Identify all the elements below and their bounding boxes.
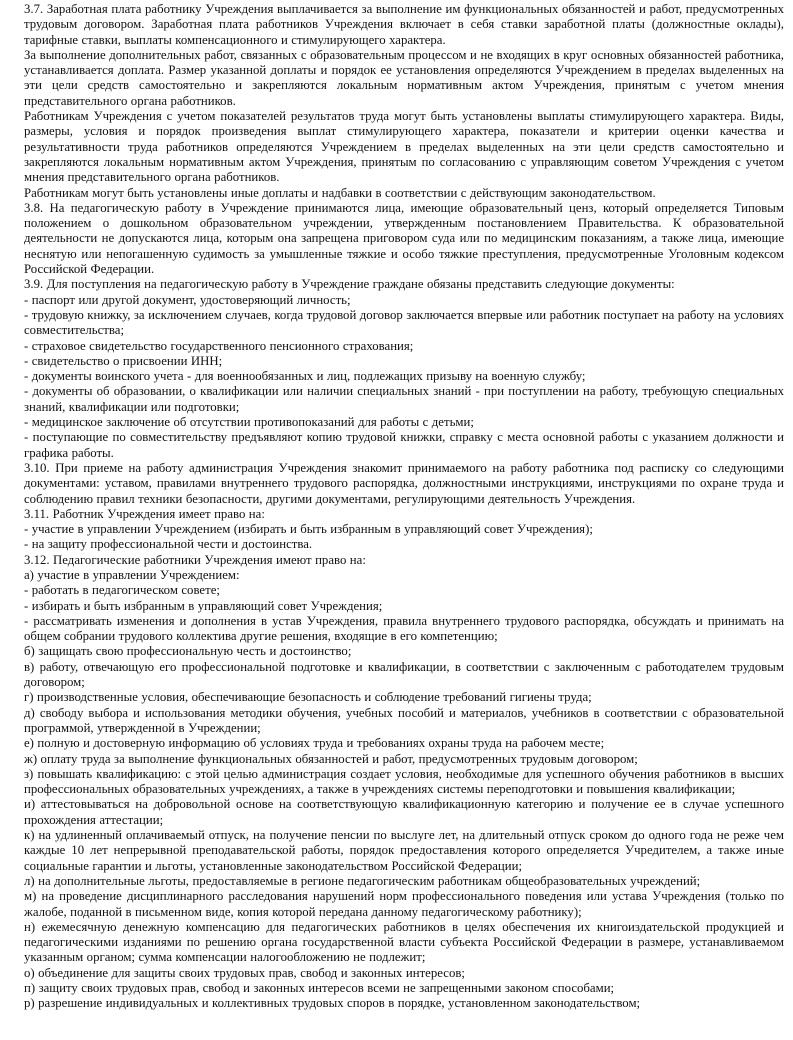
clause-n: н) ежемесячную денежную компенсацию для педагогических работников в целях обеспечения их книгоиздательской продукцией и педагогическими изданиями по решению органа государственной власти субъекта Российской Федерации в размере, устанавливаемом указанным органом; сумма компенсации налогообложению не подлежит;: [24, 919, 784, 965]
paragraph-3-7: 3.7. Заработная плата работнику Учреждения выплачивается за выполнение им функциональных обязанностей и работ, предусмотренных трудовым договором. Заработная плата работников Учреждения включает в себя ставки заработной платы (должностные оклады), тарифные ставки, выплаты компенсационного и стимулирующего характера.: [24, 2, 784, 47]
list-item: - медицинское заключение об отсутствии противопоказаний для работы с детьми;: [24, 415, 474, 430]
list-item: - страховое свидетельство государственного пенсионного страхования;: [24, 338, 414, 353]
list-item: - документы воинского учета - для военнообязанных и лиц, подлежащих призыву на военную службу;: [24, 369, 586, 384]
clause-l: л) на дополнительные льготы, предоставляемые в регионе педагогическим работникам общеобразовательных учреждений;: [24, 873, 701, 888]
paragraph-3-8: 3.8. На педагогическую работу в Учреждение принимаются лица, имеющие образовательный ценз, который определяется Типовым положением о дошкольном образовательном учреждении, утвержденным постановлением Правительства. К образовательной деятельности не допускаются лица, которым она запрещена приговором суда или по медицинским показаниям, а также лица, имеющие неснятую или непогашенную судимость за умышленные тяжкие и особо тяжкие преступления, предусмотренные Уголовным кодексом Российской Федерации.: [24, 200, 784, 277]
paragraph-3-11: 3.11. Работник Учреждения имеет право на:: [24, 506, 265, 521]
clause-i: и) аттестовываться на добровольной основе на соответствующую квалификационную категорию и получение ее в случае успешного прохождения аттестации;: [24, 797, 784, 827]
clause-m: м) на проведение дисциплинарного расследования нарушений норм профессионального поведения или устава Учреждения (только по жалобе, поданной в письменном виде, копия которой передана данному педагогическому работнику);: [24, 889, 784, 919]
list-item: - трудовую книжку, за исключением случаев, когда трудовой договор заключается впервые или работник поступает на работу на условиях совместительства;: [24, 307, 784, 338]
list-item: - свидетельство о присвоении ИНН;: [24, 353, 223, 368]
list-item: - паспорт или другой документ, удостоверяющий личность;: [24, 292, 351, 307]
paragraph-3-9: 3.9. Для поступления на педагогическую работу в Учреждение граждане обязаны представить следующие документы:: [24, 277, 675, 292]
paragraph: Работникам могут быть установлены иные доплаты и надбавки в соответствии с действующим законодательством.: [24, 185, 656, 200]
list-item: - документы об образовании, о квалификации или наличии специальных знаний - при поступлении на работу, требующую специальных знаний, квалификации или подготовки;: [24, 384, 784, 414]
clause-zh: ж) оплату труда за выполнение функциональных обязанностей и работ, предусмотренных трудовым договором;: [24, 751, 638, 766]
list-item: - избирать и быть избранным в управляющий совет Учреждения;: [24, 598, 383, 613]
list-item: - работать в педагогическом совете;: [24, 583, 220, 598]
clause-d: д) свободу выбора и использования методики обучения, учебных пособий и материалов, учебников в соответствии с образовательной программой, утвержденной в Учреждении;: [24, 705, 784, 735]
paragraph: За выполнение дополнительных работ, связанных с образовательным процессом и не входящих в круг основных обязанностей работника, устанавливается доплата. Размер указанной доплаты и порядок ее установления определяются Учреждением в пределах выделенных на эти цели средств самостоятельно и закрепляются локальным нормативным актом Учреждения, принятым с учетом мнения представительного органа работников.: [24, 47, 784, 108]
clause-o: о) объединение для защиты своих трудовых прав, свобод и законных интересов;: [24, 965, 465, 980]
clause-b: б) защищать свою профессиональную честь и достоинство;: [24, 644, 352, 659]
clause-k: к) на удлиненный оплачиваемый отпуск, на получение пенсии по выслуге лет, на длительный отпуск сроком до одного года не реже чем каждые 10 лет непрерывной преподавательской работы, порядок предоставления которого определяется Учредителем, а также иные социальные гарантии и льготы, установленные законодательством Российской Федерации;: [24, 828, 784, 873]
clause-p: п) защиту своих трудовых прав, свобод и законных интересов всеми не запрещенными законом способами;: [24, 981, 615, 995]
paragraph-3-12: 3.12. Педагогические работники Учреждения имеют право на:: [24, 552, 366, 567]
clause-r: р) разрешение индивидуальных и коллективных трудовых споров в порядке, установленном законодательством;: [24, 996, 641, 1011]
clause-a: а) участие в управлении Учреждением:: [24, 567, 240, 582]
list-item: - на защиту профессиональной чести и достоинства.: [24, 537, 313, 552]
clause-z: з) повышать квалификацию: с этой целью администрация создает условия, необходимые для успешного обучения работников в высших профессиональных образовательных учреждениях, а также в учреждениях системы переподготовки и повышения квалификации;: [24, 766, 784, 797]
list-item: - поступающие по совместительству предъявляют копию трудовой книжки, справку с места основной работы с указанием должности и графика работы.: [24, 430, 784, 460]
clause-e: е) полную и достоверную информацию об условиях труда и требованиях охраны труда на рабочем месте;: [24, 736, 605, 751]
list-item: - рассматривать изменения и дополнения в устав Учреждения, правила внутреннего трудового распорядка, обсуждать и принимать на общем собрании трудового коллектива другие решения, входящие в его компетенцию;: [24, 613, 784, 644]
clause-g: г) производственные условия, обеспечивающие безопасность и соблюдение требований гигиены труда;: [24, 690, 592, 705]
clause-v: в) работу, отвечающую его профессиональной подготовке и квалификации, в соответствии с заключенным с работодателем трудовым договором;: [24, 659, 784, 690]
paragraph-3-10: 3.10. При приеме на работу администрация Учреждения знакомит принимаемого на работу работника под расписку со следующими документами: уставом, правилами внутреннего трудового распорядка, должностными инструкциями, инструкциями по охране труда и соблюдению правил техники безопасности, другими документами, регулирующими деятельность Учреждения.: [24, 460, 784, 506]
paragraph: Работникам Учреждения с учетом показателей результатов труда могут быть установлены выплаты стимулирующего характера. Виды, размеры, условия и порядок произведения выплат стимулирующего характера, показатели и критерии оценки качества и результативности труда работников определяются Учреждением в пределах выделенных на эти цели средств самостоятельно и закрепляются локальным нормативным актом Учреждения, принятым по согласованию с управляющим советом Учреждения с учетом мнения представительного органа работников.: [24, 109, 784, 185]
list-item: - участие в управлении Учреждением (избирать и быть избранным в управляющий совет Учреждения);: [24, 522, 593, 537]
